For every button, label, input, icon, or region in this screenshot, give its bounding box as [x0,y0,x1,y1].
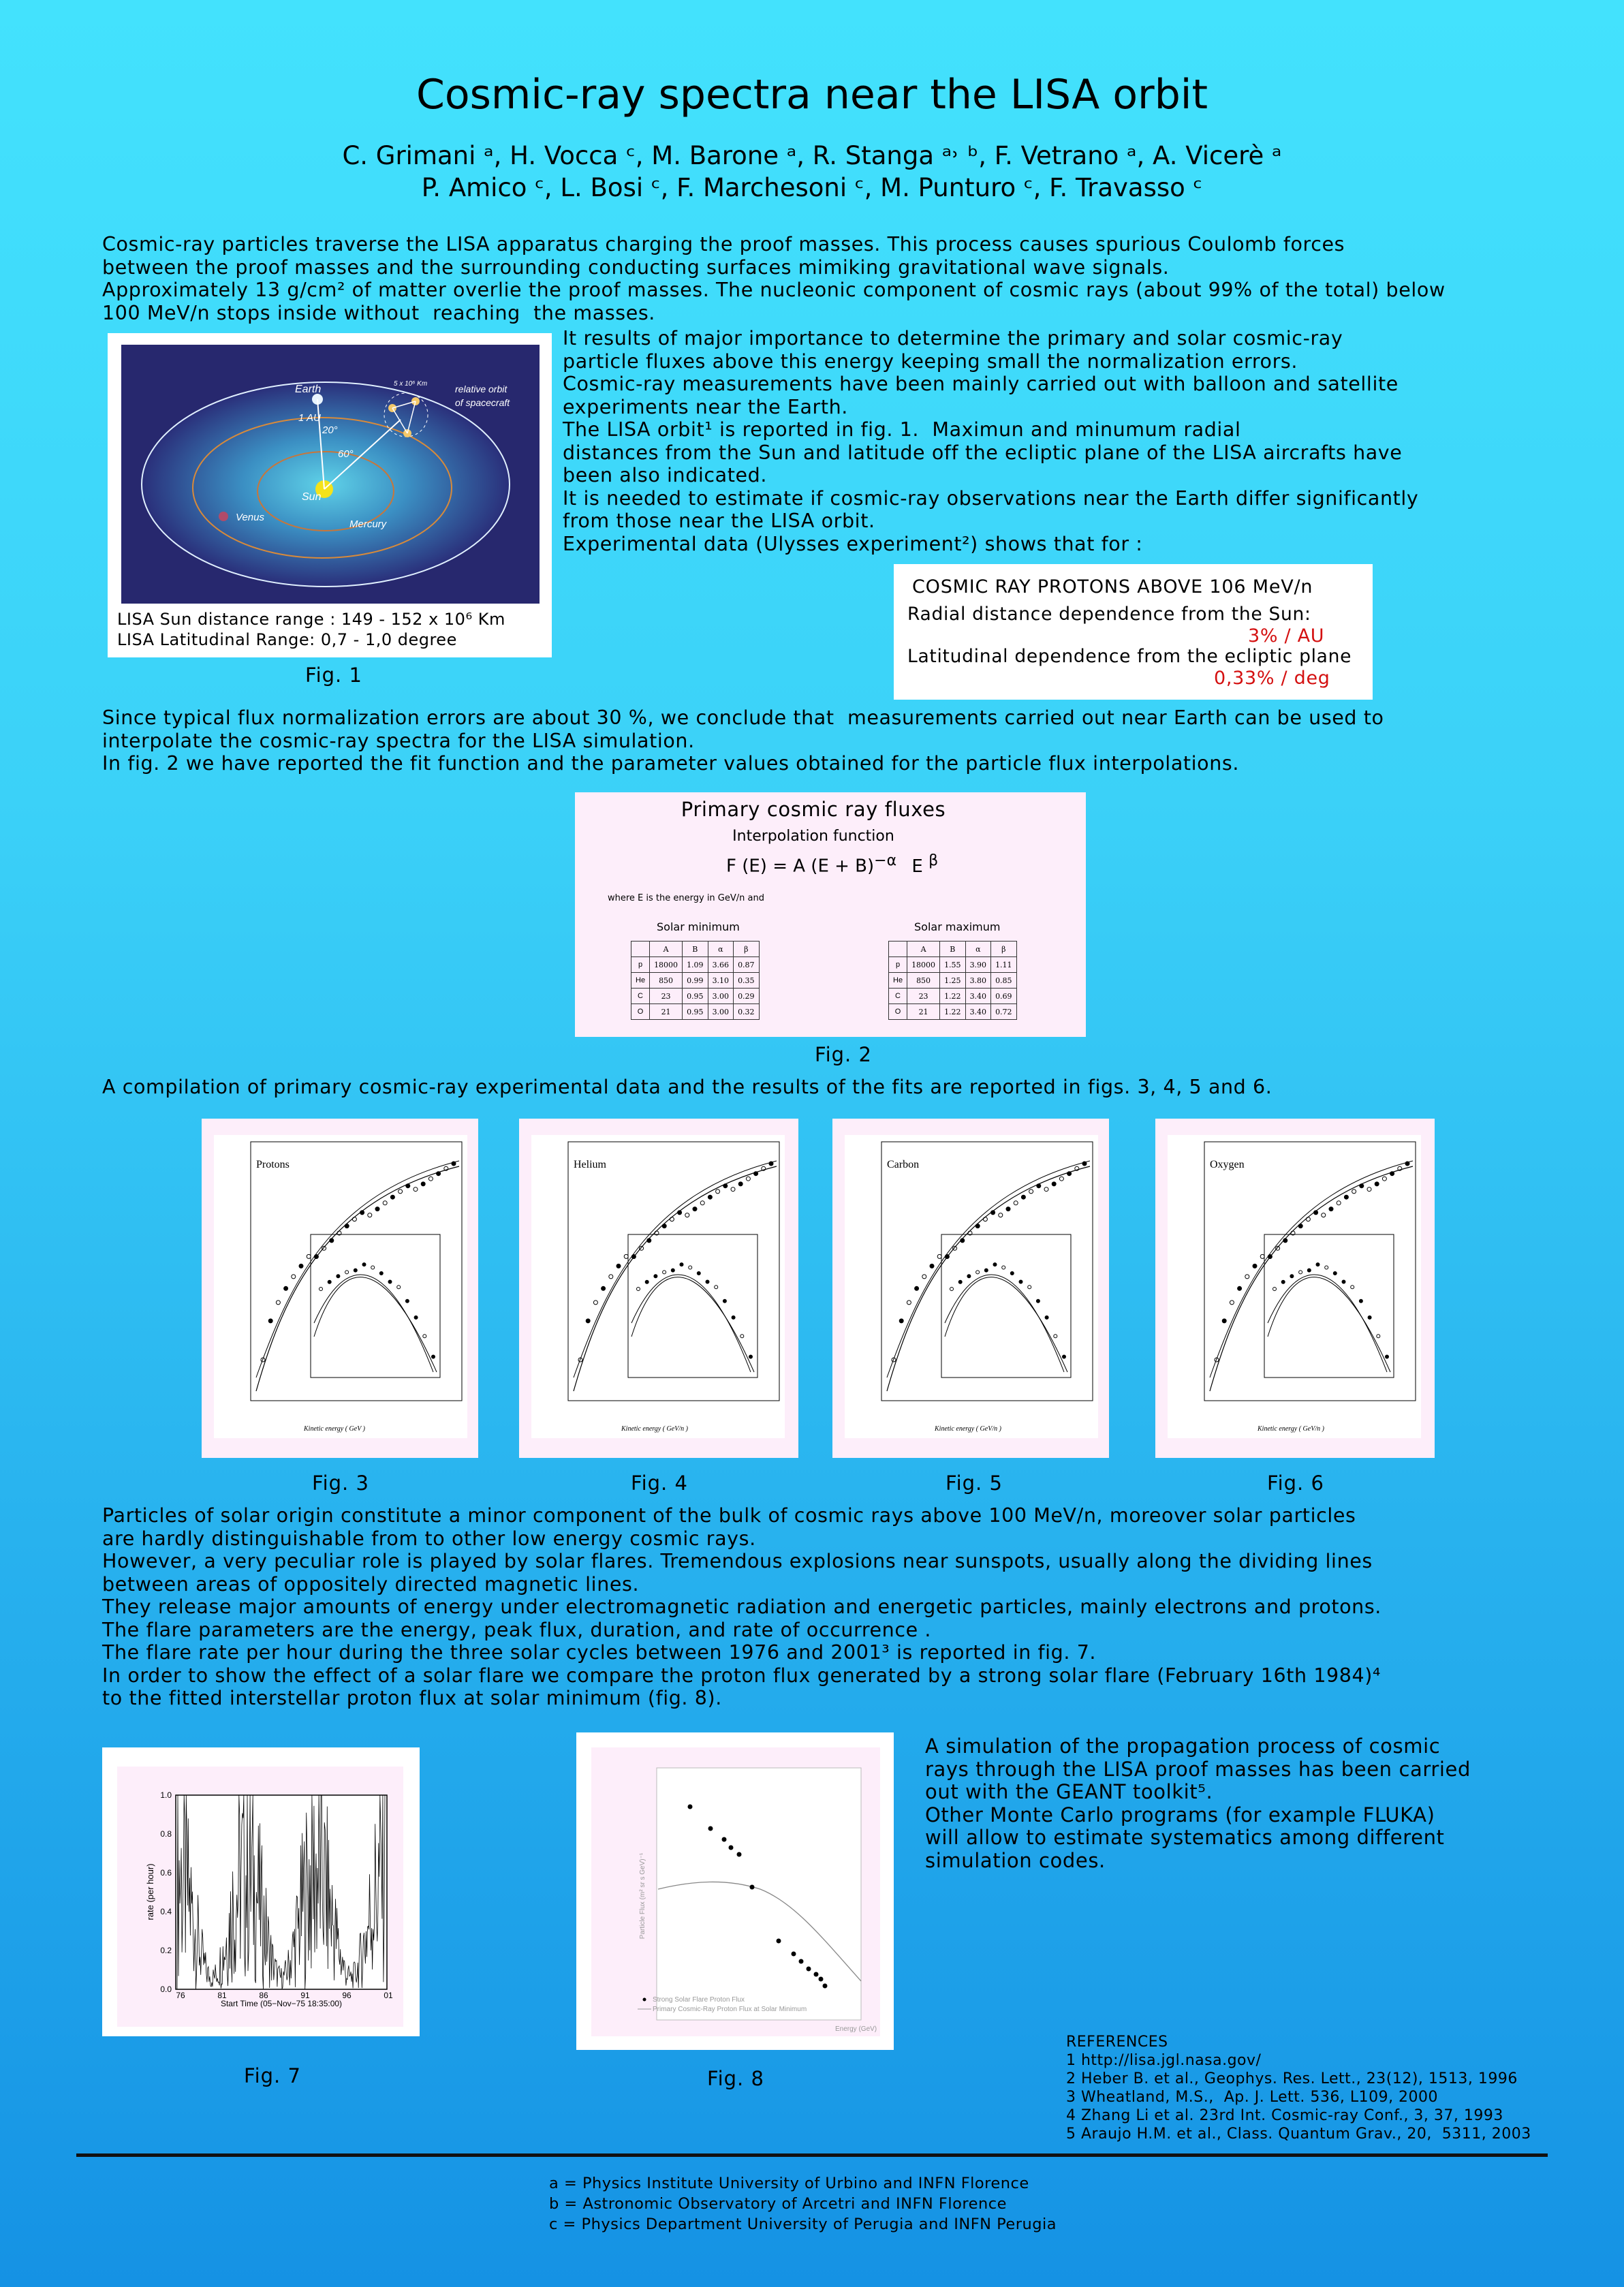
fig7-xlabel: Start Time (05−Nov−75 18:35:00) [220,1999,343,2008]
affiliations: a = Physics Institute University of Urbino and INFN Florence b = Astronomic Observatory of Arcetri and INFN Florence c = Physics Department University of Perugia and INFN Perugia [549,2175,1057,2233]
footer-divider [76,2153,1548,2157]
fig1-label-20: 20° [322,424,338,436]
data-point [268,1319,272,1323]
fig7-xtick: 91 [300,1991,310,2000]
data-point [375,1207,379,1211]
table-cell: 18000 [907,957,940,973]
data-point [1298,1224,1302,1228]
fig8-panel [576,1732,894,2050]
inset-data-point [671,1269,674,1272]
inset-data-point [697,1272,700,1275]
flare-point [807,1967,811,1972]
data-point [754,1172,758,1176]
fig1-label-earth: Earth [295,384,322,395]
table-cell: β [991,942,1017,957]
table-cell: 1.55 [940,957,966,973]
data-point [1052,1182,1056,1186]
formula-e: E [911,856,923,877]
data-point [1375,1182,1379,1186]
spectrum-caption: Fig. 3 [312,1472,369,1495]
data-point [1268,1255,1272,1259]
table-cell: 3.40 [965,1004,991,1020]
radial-dependence-value: 3% / AU [1248,625,1325,647]
table-cell: α [965,942,991,957]
fig1-panel [108,333,552,657]
table-cell: p [631,957,650,973]
spectrum-chart [1155,1119,1432,1458]
fig7-ytick: 0.4 [160,1907,172,1916]
inset-data-point [354,1269,357,1272]
compilation-paragraph: A compilation of primary cosmic-ray experimental data and the results of the fits are reported in figs. 3, 4, 5 and 6. [102,1076,1272,1098]
inset-data-point [749,1355,753,1358]
table-cell [889,942,907,957]
fig1-label-rel1: relative orbit [455,384,507,394]
table-row [889,1004,1017,1020]
table-cell: He [889,973,907,989]
flare-point [708,1826,713,1831]
fig1-label-km: 5 x 10⁶ Km [394,380,428,388]
data-point [915,1286,919,1290]
table-row [631,957,760,973]
data-point [421,1182,425,1186]
table-cell: 0.32 [734,1004,760,1020]
poster-title: Cosmic-ray spectra near the LISA orbit [416,71,1208,119]
data-point [945,1255,949,1259]
flare-point [722,1837,727,1842]
flare-point [814,1972,819,1977]
flare-point [792,1952,796,1957]
fig7-ytick: 0.8 [160,1829,172,1839]
inset-data-point [1316,1263,1320,1266]
data-point [616,1264,621,1268]
table-cell: 0.29 [734,989,760,1004]
fig1-label-60: 60° [338,448,354,460]
spectrum-title: Carbon [887,1159,920,1170]
spectrum-panel-oxygen [1155,1119,1435,1458]
table-cell: 21 [650,1004,683,1020]
solar-maximum-label: Solar maximum [914,920,1001,933]
table-cell: 1.25 [940,973,966,989]
table-row [631,1004,760,1020]
table-row [889,973,1017,989]
table-cell: 3.66 [708,957,734,973]
table-cell: C [631,989,650,1004]
formula-exp-alpha: −α [874,852,897,869]
solar-maximum-table [888,941,1017,1020]
data-point [961,1239,965,1243]
right-column-text: It results of major importance to determine the primary and solar cosmic-ray particle fluxes above this energy keeping small the normalization errors. Cosmic-ray measurements have been mainly carried out with balloon and satellite experiments near the Earth. The LISA orbit¹ is reported in fig. 1. Maximun and minumum radial distances from the Sun and latitude off the ecliptic plane of the LISA aircrafts have been also indicated. It is needed to estimate if cosmic-ray observations near the Earth differ significantly from those near the LISA orbit. Experimental data (Ulysses experiment²) shows that for : [563,327,1419,555]
data-point [1360,1184,1364,1188]
inset-data-point [1290,1275,1294,1278]
ulysses-box [894,564,1373,700]
inset-data-point [432,1355,435,1358]
inset-data-point [379,1272,383,1275]
solar-flare-flux-chart [576,1732,894,2050]
flare-point [750,1885,755,1890]
data-point [1238,1286,1242,1290]
inset-data-point [1333,1272,1337,1275]
data-point [406,1184,410,1188]
fig1-label-mercury: Mercury [349,518,387,530]
table-row [889,942,1017,957]
data-point [586,1319,590,1323]
table-cell: β [734,942,760,957]
fig7-ytick: 0.6 [160,1868,172,1878]
data-point [723,1184,728,1188]
flare-point [819,1977,824,1982]
table-cell [631,942,650,957]
table-cell: C [889,989,907,1004]
inset-data-point [723,1299,726,1303]
flare-point [799,1959,804,1964]
interpolation-formula [726,852,938,877]
table-cell: 0.35 [734,973,760,989]
table-cell: 23 [907,989,940,1004]
table-cell: p [889,957,907,973]
spectrum-xlabel: Kinetic energy ( GeV/n ) [621,1425,688,1433]
spectrum-title: Oxygen [1210,1159,1245,1170]
fig1-caption: Fig. 1 [305,664,362,687]
fig7-xtick: 76 [176,1991,185,2000]
table-cell: α [708,942,734,957]
fig8-xlabel: Energy (GeV) [835,2025,877,2033]
data-point [1314,1211,1318,1215]
inset-data-point [405,1299,409,1303]
data-point [360,1211,364,1215]
latitudinal-dependence-value: 0,33% / deg [1214,668,1330,689]
spectrum-panel-helium [519,1119,798,1458]
table-cell: 3.00 [708,1004,734,1020]
fig2-panel [575,792,1086,1037]
inset-data-point [1342,1280,1345,1283]
table-cell: O [889,1004,907,1020]
latitudinal-dependence-label: Latitudinal dependence from the ecliptic plane [907,646,1352,667]
solar-particles-paragraph: Particles of solar origin constitute a minor component of the bulk of cosmic rays above 100 MeV/n, moreover solar particles are hardly distinguishable from to other low energy cosmic rays. However, a very peculiar role is played by solar flares. Tremendous explosions near sunspots, usually along the dividing lines between areas of oppositely directed magnetic lines. They release major amounts of energy under electromagnetic radiation and energetic particles, mainly electrons and protons. The flare parameters are the energy, peak flux, duration, and rate of occurrence . The flare rate per hour during the three solar cycles between 1976 and 2001³ is reported in fig. 7. In order to show the effect of a solar flare we compare the proton flux generated by a strong solar flare (February 16th 1984)⁴ to the fitted interstellar proton flux at solar minimum (fig. 8). [102,1504,1381,1709]
fig7-caption: Fig. 7 [244,2064,301,2087]
table-cell: A [907,942,940,957]
fig7-xtick: 86 [259,1991,268,2000]
data-point [647,1239,651,1243]
fig1-label-sun: Sun [302,491,322,503]
flare-point [737,1852,742,1857]
flare-rate-chart [102,1747,420,2036]
inset-data-point [654,1275,657,1278]
table-row [631,989,760,1004]
data-point [1390,1172,1394,1176]
table-cell: O [631,1004,650,1020]
fig1-label-au: 1 AU [298,412,321,424]
fig7-ytick: 0.2 [160,1946,172,1955]
data-point [314,1255,318,1259]
spectrum-title: Protons [256,1159,290,1170]
inset-data-point [1045,1316,1048,1319]
data-point [345,1224,349,1228]
data-point [769,1162,773,1166]
data-point [437,1172,441,1176]
spectrum-xlabel: Kinetic energy ( GeV/n ) [935,1425,1001,1433]
simulation-paragraph: A simulation of the propagation process of cosmic rays through the LISA proof masses has been carried out with the GEANT toolkit⁵. Other Monte Carlo programs (for example FLUKA) will allow to estimate systematics among different simulation codes. [925,1734,1471,1872]
table-cell: 1.22 [940,989,966,1004]
table-cell: 850 [907,973,940,989]
fig1-distance-text: LISA Sun distance range : 149 - 152 x 10⁶ Km [117,610,505,629]
fig7-xtick: 01 [384,1991,393,2000]
inset-data-point [1386,1355,1389,1358]
fig8-legend-primary: Primary Cosmic-Ray Proton Flux at Solar Minimum [653,2006,807,2013]
intro-paragraph: Cosmic-ray particles traverse the LISA apparatus charging the proof masses. This process causes spurious Coulomb forces between the proof masses and the surrounding conducting surfaces mimiking gravitational wave signals. Approximately 13 g/cm² of matter overlie the proof masses. The nucleonic component of cosmic rays (about 99% of the total) below 100 MeV/n stops inside without reaching the masses. [102,233,1446,324]
data-point [1021,1195,1025,1199]
data-point [738,1182,743,1186]
spectrum-xlabel: Kinetic energy ( GeV/n ) [1258,1425,1324,1433]
spectrum-panel-protons [202,1119,478,1458]
inset-data-point [1019,1280,1022,1283]
table-cell: 0.85 [991,973,1017,989]
data-point [390,1195,394,1199]
inset-data-point [328,1280,331,1283]
data-point [602,1286,606,1290]
inset-data-point [388,1280,392,1283]
table-cell: 3.80 [965,973,991,989]
lisa-orbit-diagram [121,345,540,604]
inset-data-point [1063,1355,1066,1358]
fig2-caption: Fig. 2 [815,1043,872,1066]
table-cell: 3.40 [965,989,991,1004]
ulysses-box-title: COSMIC RAY PROTONS ABOVE 106 MeV/n [912,576,1313,597]
table-cell: 21 [907,1004,940,1020]
table-cell: 3.10 [708,973,734,989]
data-point [1405,1162,1409,1166]
spectrum-caption: Fig. 6 [1267,1472,1324,1495]
spectrum-chart [832,1119,1109,1458]
table-cell: 23 [650,989,683,1004]
table-cell: 0.69 [991,989,1017,1004]
formula-exp-beta: β [928,852,939,869]
table-cell: A [650,942,683,957]
table-cell: 1.22 [940,1004,966,1020]
fig8-caption: Fig. 8 [707,2067,764,2090]
table-cell: 0.95 [683,1004,708,1020]
data-point [1067,1172,1072,1176]
data-point [1222,1319,1226,1323]
flare-point [729,1846,734,1850]
fig8-ylabel: Particle Flux (m² sr s GeV)⁻¹ [639,1852,646,1940]
spectrum-chart [202,1119,478,1458]
authors-line-2: P. Amico ᶜ, L. Bosi ᶜ, F. Marchesoni ᶜ, M. Punturo ᶜ, F. Travasso ᶜ [421,173,1203,202]
table-cell: 3.90 [965,957,991,973]
inset-data-point [967,1275,971,1278]
references: REFERENCES 1 http://lisa.jgl.nasa.gov/ 2 Heber B. et al., Geophys. Res. Lett., 23(12), 1513, 1996 3 Wheatland, M.S., Ap. J. Lett. 536, L109, 2000 4 Zhang Li et al. 23rd Int. Cosmic-ray Conf., 3, 37, 1993 5 Araujo H.M. et al., Class. Quantum Grav., 20, 5311, 2003 [1066,2034,1531,2143]
data-point [330,1239,334,1243]
data-point [1329,1207,1333,1211]
inset-data-point [958,1280,962,1283]
data-point [708,1195,712,1199]
data-point [975,1224,980,1228]
table-cell: 1.11 [991,957,1017,973]
table-cell: B [683,942,708,957]
table-cell: He [631,973,650,989]
fig2-subtitle: Interpolation function [732,828,894,845]
data-point [1082,1162,1087,1166]
data-point [693,1207,697,1211]
spectrum-panel-carbon [832,1119,1109,1458]
table-cell: 0.99 [683,973,708,989]
inset-data-point [1368,1316,1371,1319]
data-point [299,1264,303,1268]
table-cell: 0.95 [683,989,708,1004]
table-cell: B [940,942,966,957]
data-point [1253,1264,1257,1268]
fig7-ytick: 0.0 [160,1985,172,1994]
inset-data-point [362,1263,366,1266]
spectrum-title: Helium [574,1159,606,1170]
data-point [662,1224,666,1228]
inset-data-point [1010,1272,1014,1275]
data-point [991,1211,995,1215]
spectrum-xlabel: Kinetic energy ( GeV ) [304,1425,365,1433]
table-row [889,989,1017,1004]
data-point [1037,1184,1041,1188]
flare-point [688,1805,693,1809]
flare-point [777,1939,781,1944]
radial-dependence-label: Radial distance dependence from the Sun: [907,604,1311,625]
data-point [1283,1239,1287,1243]
table-cell: 3.00 [708,989,734,1004]
inset-data-point [337,1275,340,1278]
solar-minimum-table [631,941,760,1020]
fig7-ylabel: rate (per hour) [145,1863,155,1920]
fig2-title: Primary cosmic ray fluxes [681,798,946,821]
inset-data-point [732,1316,735,1319]
normalization-paragraph: Since typical flux normalization errors are about 30 %, we conclude that measurements carried out near Earth can be used to interpolate the cosmic-ray spectra for the LISA simulation. In fig. 2 we have reported the fit function and the parameter values obtained for the particle flux interpolations. [102,706,1384,775]
table-cell: 1.09 [683,957,708,973]
fig1-label-rel2: of spacecraft [455,397,510,408]
data-point [899,1319,903,1323]
inset-data-point [993,1263,997,1266]
data-point [1006,1207,1010,1211]
inset-data-point [1359,1299,1362,1303]
fig7-panel [102,1747,420,2036]
solar-minimum-label: Solar minimum [657,920,740,933]
fig1-label-venus: Venus [236,512,264,523]
data-point [678,1211,682,1215]
spectrum-caption: Fig. 5 [946,1472,1003,1495]
table-cell: 0.87 [734,957,760,973]
table-cell: 850 [650,973,683,989]
inset-data-point [1281,1280,1285,1283]
table-row [631,942,760,957]
inset-data-point [645,1280,649,1283]
fig7-xtick: 81 [217,1991,227,2000]
fig2-where-text: where E is the energy in GeV/n and [608,893,764,903]
data-point [452,1162,456,1166]
data-point [284,1286,288,1290]
fig7-ytick: 1.0 [160,1790,172,1800]
table-row [631,973,760,989]
fig8-legend-flare: Strong Solar Flare Proton Flux [653,1996,745,2004]
data-point [631,1255,636,1259]
spectrum-chart [519,1119,796,1458]
fig1-latitude-text: LISA Latitudinal Range: 0,7 - 1,0 degree [117,630,457,649]
authors-line-1: C. Grimani ᵃ, H. Vocca ᶜ, M. Barone ᵃ, R. Stanga ᵃ˒ ᵇ, F. Vetrano ᵃ, A. Vicerè ᵃ [342,141,1282,170]
table-cell: 18000 [650,957,683,973]
table-cell: 0.72 [991,1004,1017,1020]
flare-point [823,1984,828,1989]
data-point [1344,1195,1348,1199]
inset-data-point [1036,1299,1040,1303]
formula-base: F (E) = A (E + B) [726,856,875,877]
inset-data-point [706,1280,709,1283]
inset-data-point [984,1269,988,1272]
spectrum-caption: Fig. 4 [631,1472,688,1495]
inset-data-point [414,1316,418,1319]
inset-data-point [680,1263,683,1266]
data-point [930,1264,934,1268]
fig7-xtick: 96 [342,1991,352,2000]
table-row [889,957,1017,973]
inset-data-point [1307,1269,1311,1272]
